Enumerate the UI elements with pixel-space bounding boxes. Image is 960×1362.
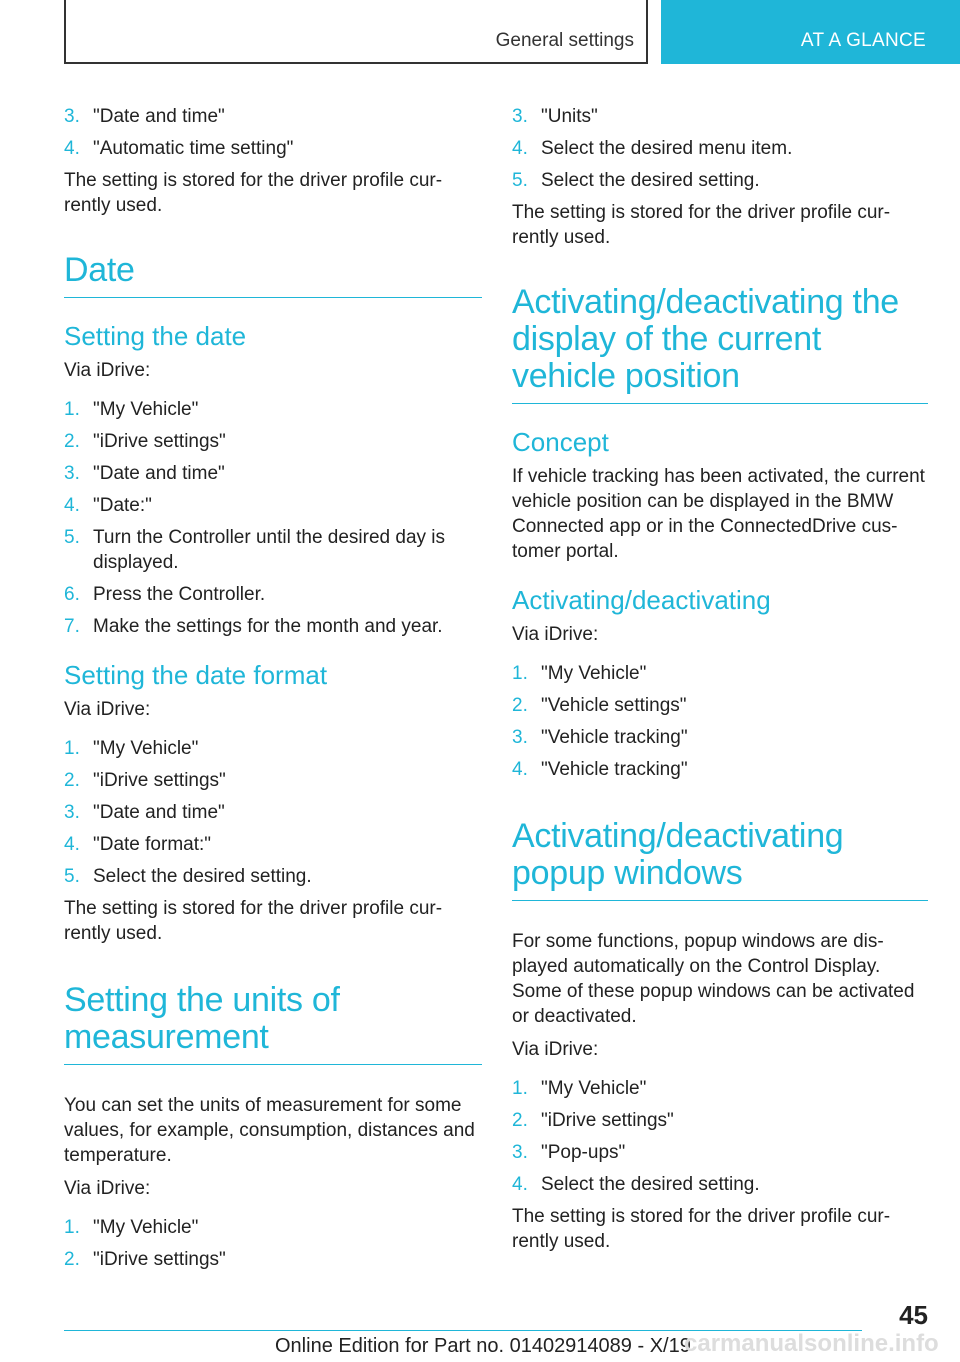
list-item: 1. "My Vehicle" [64, 399, 199, 420]
header-section-box [64, 0, 648, 64]
date-heading: Date [64, 252, 482, 298]
setting-date-steps [64, 397, 482, 639]
list-item: 3. "Pop-ups" [512, 1142, 626, 1163]
activating-heading: Activating/deactivating [512, 585, 771, 615]
units-description: You can set the units of measurement for some values, for example, consumption, distances and temperature. [64, 1095, 475, 1166]
units-steps-continued [512, 104, 928, 193]
list-item: 6. Press the Controller. [64, 584, 266, 605]
list-item: 2. "iDrive settings" [512, 1110, 674, 1131]
list-item: 4. Select the desired setting. [512, 1174, 760, 1195]
list-item: 1. "My Vehicle" [64, 738, 199, 759]
list-item: 3. "Date and time" [64, 106, 225, 127]
intro-list [64, 104, 482, 161]
profile-note: The setting is stored for the driver profile cur‐ rently used. [512, 202, 891, 248]
setting-date-heading: Setting the date [64, 321, 247, 351]
section-title: General settings [495, 30, 634, 51]
units-steps [64, 1215, 482, 1272]
popups-steps [512, 1076, 928, 1197]
vehicle-position-heading: Activating/deactivating the display of the current vehicle position [512, 284, 928, 404]
list-item: 5. Turn the Controller until the desired day is displayed. [64, 527, 446, 573]
chapter-tab [661, 0, 960, 64]
date-format-steps [64, 736, 482, 889]
via-idrive: Via iDrive: [512, 1039, 599, 1060]
popups-heading: Activating/deactivating popup windows [512, 818, 928, 901]
list-item: 7. Make the settings for the month and year. [64, 616, 443, 637]
page-number: 45 [899, 1300, 928, 1330]
list-item: 3. "Date and time" [64, 463, 225, 484]
list-item: 5. Select the desired setting. [64, 866, 312, 887]
list-item: 2. "Vehicle settings" [512, 695, 687, 716]
list-item: 4. "Date format:" [64, 834, 212, 855]
list-item: 1. "My Vehicle" [64, 1217, 199, 1238]
via-idrive: Via iDrive: [64, 360, 151, 381]
via-idrive: Via iDrive: [64, 699, 151, 720]
list-item: 1. "My Vehicle" [512, 1078, 647, 1099]
list-item: 3. "Vehicle tracking" [512, 727, 688, 748]
watermark: carmanualsonline.info [684, 1330, 939, 1357]
list-item: 5. Select the desired setting. [512, 170, 760, 191]
list-item: 4. Select the desired menu item. [512, 138, 793, 159]
left-column [64, 104, 482, 1279]
profile-note: The setting is stored for the driver profile cur‐ rently used. [64, 170, 443, 216]
via-idrive: Via iDrive: [512, 624, 599, 645]
list-item: 2. "iDrive settings" [64, 770, 226, 791]
units-heading: Setting the units of measurement [64, 982, 482, 1065]
concept-heading: Concept [512, 427, 609, 457]
via-idrive: Via iDrive: [64, 1178, 151, 1199]
list-item: 3. "Units" [512, 106, 598, 127]
list-item: 2. "iDrive settings" [64, 431, 226, 452]
profile-note: The setting is stored for the driver profile cur‐ rently used. [512, 1206, 891, 1252]
edition-text: Online Edition for Part no. 01402914089 - X/19 [275, 1335, 691, 1357]
date-format-heading: Setting the date format [64, 660, 328, 690]
profile-note: The setting is stored for the driver profile cur‐ rently used. [64, 898, 443, 944]
right-column [512, 104, 928, 1262]
list-item: 4. "Date:" [64, 495, 152, 516]
popups-description: For some functions, popup windows are dis‐ played automatically on the Control Display. Some of these popup windows can be activated or deactivated. [512, 931, 915, 1027]
list-item: 4. "Automatic time setting" [64, 138, 294, 159]
list-item: 2. "iDrive settings" [64, 1249, 226, 1270]
chapter-title: AT A GLANCE [800, 30, 926, 51]
concept-text: If vehicle tracking has been activated, the current vehicle position can be displayed in the BMW Connected app or in the ConnectedDrive cus‐ tomer portal. [512, 466, 925, 562]
list-item: 4. "Vehicle tracking" [512, 759, 688, 780]
list-item: 3. "Date and time" [64, 802, 225, 823]
vehicle-tracking-steps [512, 661, 928, 782]
list-item: 1. "My Vehicle" [512, 663, 647, 684]
